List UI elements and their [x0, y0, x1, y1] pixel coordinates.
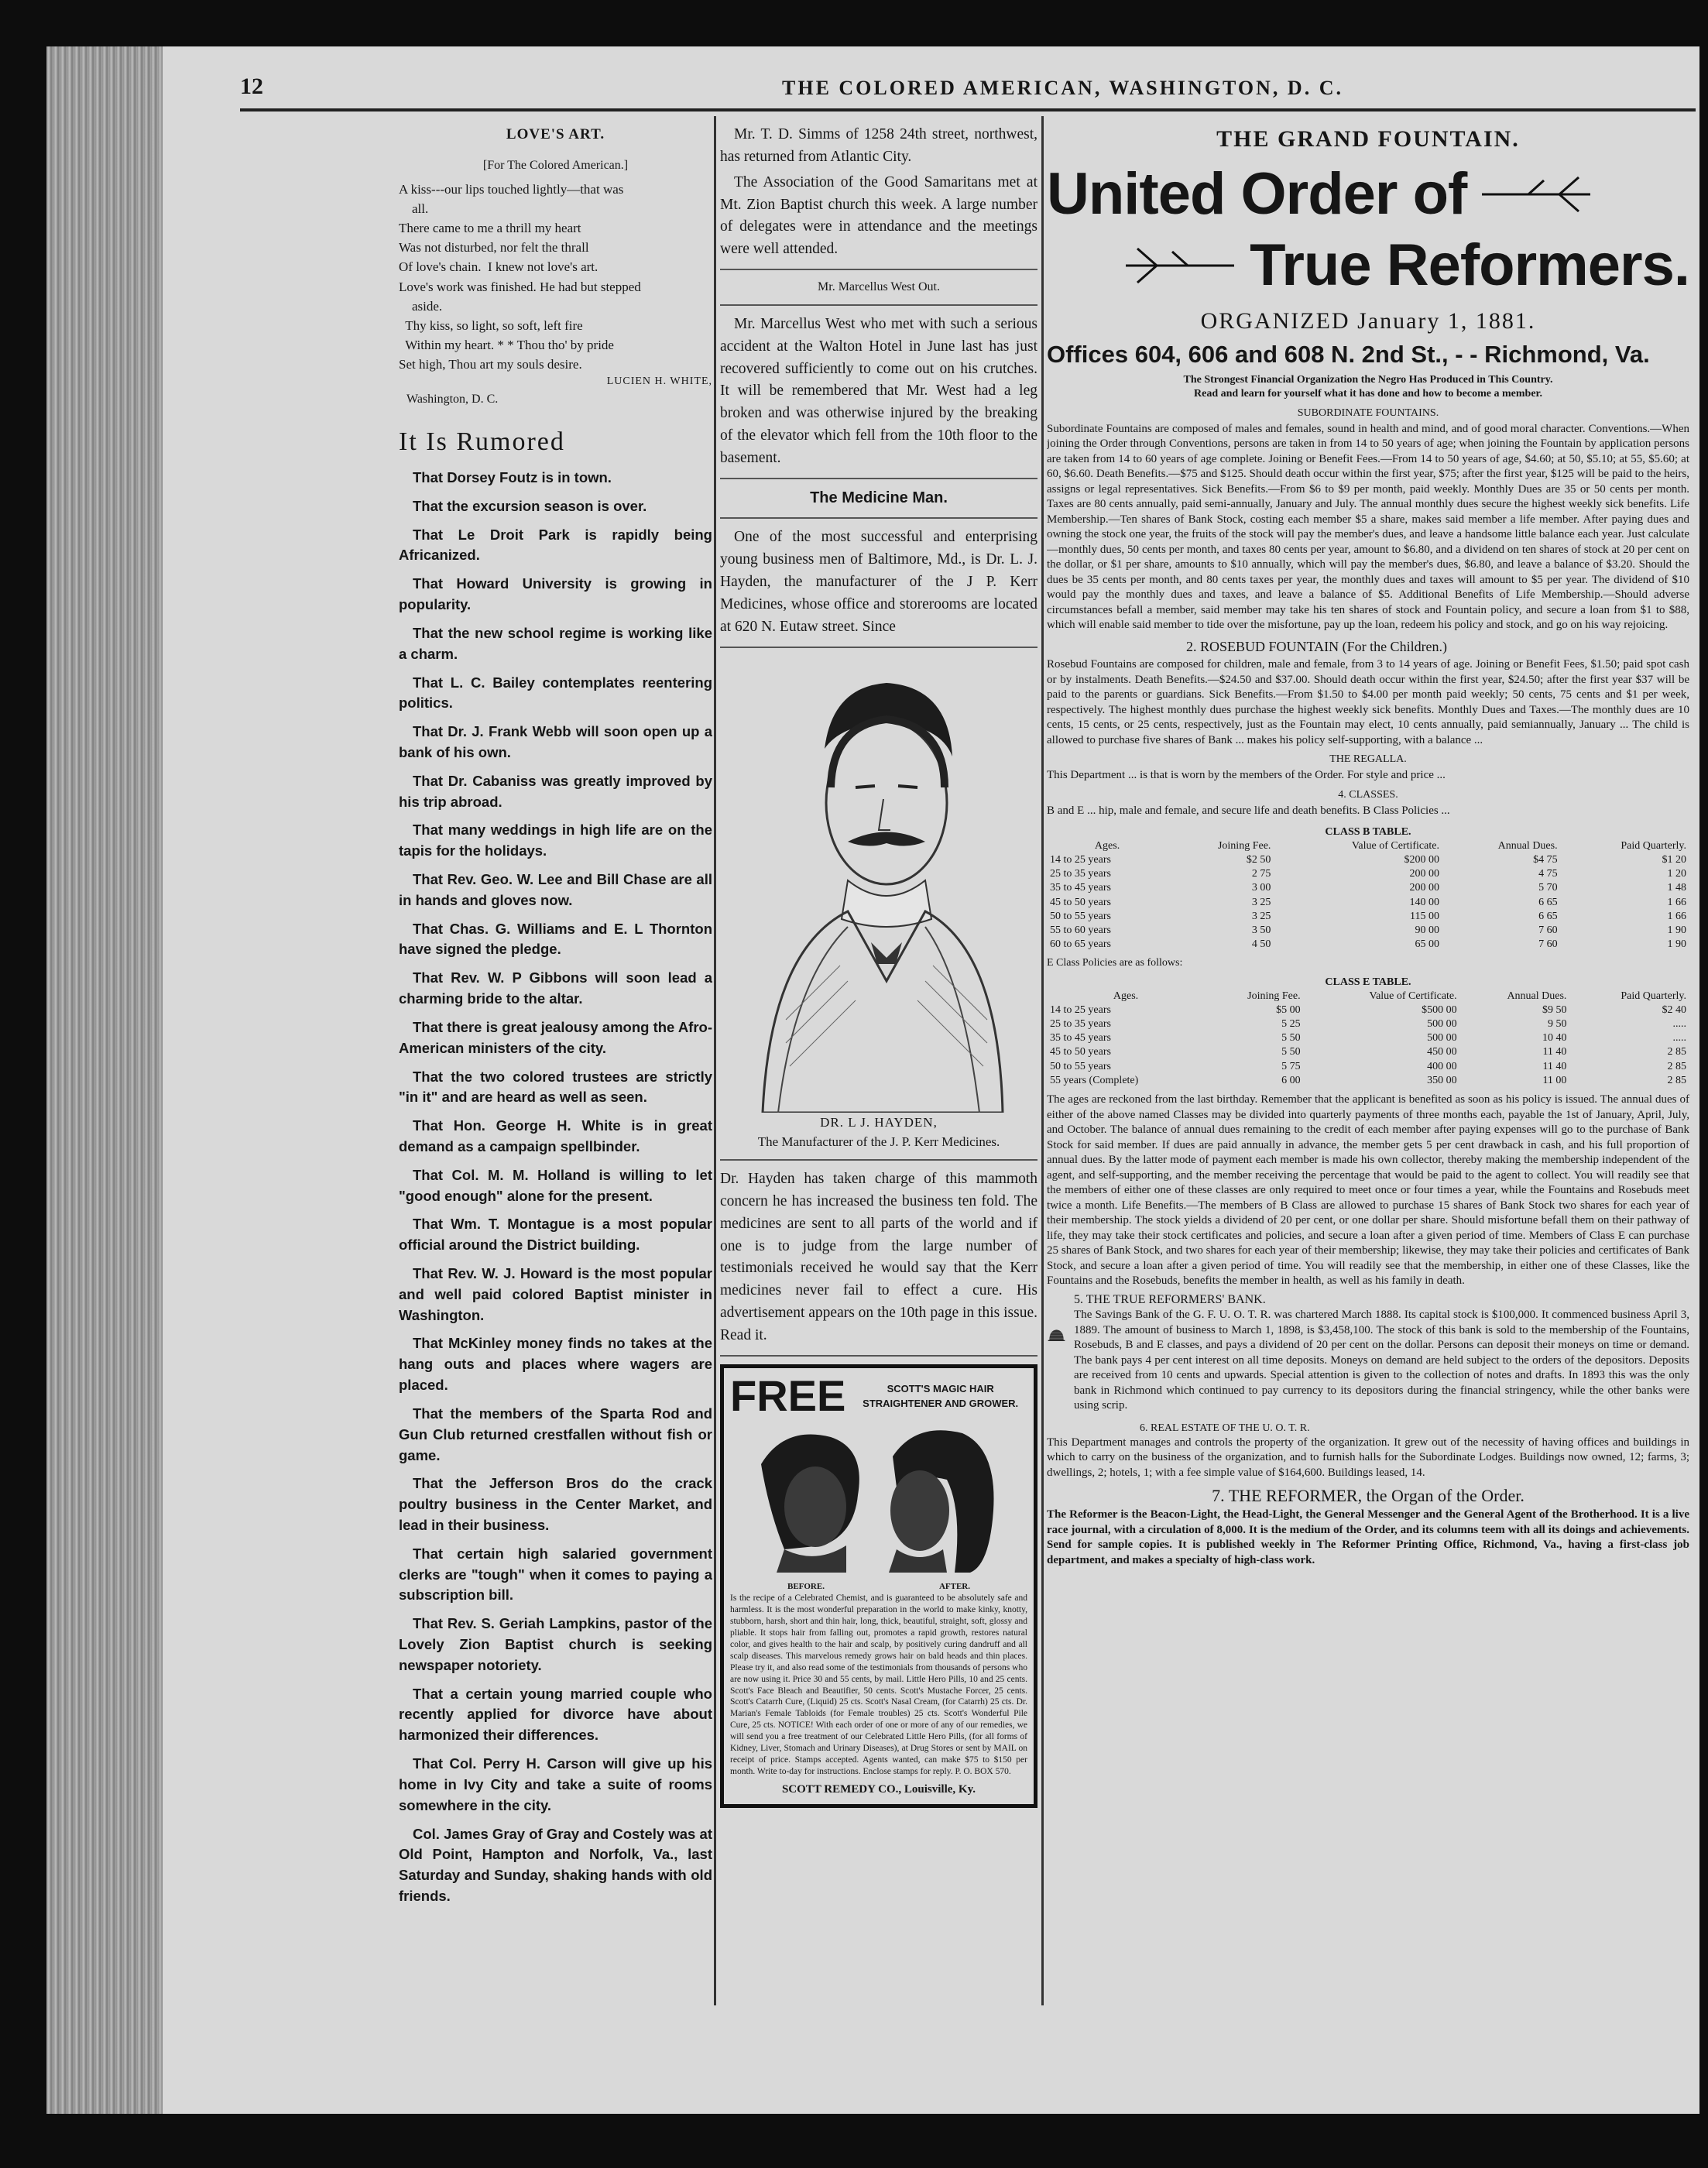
table-header-cell: Paid Quarterly. [1621, 990, 1686, 1002]
table-cell: 50 to 55 years [1050, 1060, 1111, 1072]
rumor-item: That Le Droit Park is rapidly being Africanized. [399, 526, 712, 564]
rumor-item: That a certain young married couple who recently applied for divorce have about harmonized their differences. [399, 1685, 712, 1744]
before-label: BEFORE. [787, 1581, 825, 1591]
poem-line: Was not disturbed, nor felt the thrall [399, 240, 589, 256]
table-cell: 200 00 [1409, 868, 1439, 880]
separator [720, 517, 1037, 519]
banner-true-reformers: True Reformers. [1250, 232, 1689, 298]
medicine-heading: The Medicine Man. [810, 489, 948, 506]
rumor-item: That Col. M. M. Holland is willing to let "good enough" alone for the present. [399, 1166, 712, 1204]
item-simms: Mr. T. D. Simms of 1258 24th street, northwest, has returned from Atlantic City. [720, 126, 1037, 165]
rumor-item: That the excursion season is over. [413, 497, 647, 514]
section-reformer-heading: 7. THE REFORMER, the Organ of the Order. [1212, 1486, 1525, 1506]
table-cell: $200 00 [1404, 854, 1439, 866]
table-cell: 115 00 [1409, 910, 1439, 922]
branch-ornament [1482, 171, 1590, 218]
table-cell: $4 75 [1533, 854, 1558, 866]
table-header-cell: Value of Certificate. [1351, 839, 1439, 852]
table-cell: 2 85 [1667, 1046, 1686, 1058]
rumor-item: That Rev. W. J. Howard is the most popular and well paid colored Baptist minister in Washington. [399, 1265, 712, 1323]
poem-place: Washington, D. C. [406, 393, 499, 406]
section-subordinate-text: Subordinate Fountains are composed of males and females, sound in health and mind, and of good moral character. Conventions.—When joining the Order through Conventions, persons are taken in from 14 to 50 years of age; when joining the Fountain by application persons are taken from 14 to 60 years of age complete. Joining or Benefit Fees.—From 14 to 50 years of age, $4.60; at 50, $5.10; at 55, $5.60; at 60, $6.60. Death Benefits.—$75 and $125. Should death occur within the first year, $75; after the first year, $125 will be paid to the heirs, assigns or legal representatives. Sick Benefits.—From $6 to $9 per month, paid weekly. Monthly Dues are 35 or 50 cents per month. Taxes are 80 cents annually, paid semi-annually, January and July. The annual monthly dues secure the highest weekly sick benefits. Life Membership.—Ten shares of Bank Stock, costing each member $5 a share, makes said member a life member. After paying dues and owning the stock one year, the fruits of the stock will pay the member's dues, and leave a handsome little balance each year. Just calculate—monthly dues, 50 cents per month, and taxes 80 cents per year, amount to $6.80, and a dividend on ten shares of stock at 20 per cent on the dollar, or $1 per share, amounts to $10 annually, which will pay the member's dues, $6.80, and leave a balance of $3.20. Should the dues be 35 cents per month, and 80 cents taxes per year, the monthly dues and taxes will amount to $5 per year. The dividend of $10 would pay the monthly dues and taxes, and leave a balance of $5. Additional Benefits of Life Membership.—Should adverse circumstances befall a member, said member may take his ten shares of stock and Fountain policy, and secure a loan from $1 to $88, which will enable said member to tide over the misfortune, pay up the loan, redeem his policy and stock, and go on his way rejoicing. [1047, 422, 1689, 632]
table-row [1047, 924, 1689, 938]
table-cell: 1 48 [1667, 882, 1686, 894]
table-cell: 3 00 [1251, 882, 1271, 894]
header-rule [240, 108, 1696, 111]
table-header-cell: Paid Quarterly. [1621, 839, 1686, 852]
beehive-bank-icon [1047, 1292, 1066, 1377]
rumor-item: That Dr. J. Frank Webb will soon open up a bank of his own. [399, 723, 712, 760]
table-header-cell: Joining Fee. [1217, 839, 1271, 852]
rumor-item: That Dorsey Foutz is in town. [413, 469, 612, 486]
rumor-item: That Hon. George H. White is in great demand as a campaign spellbinder. [399, 1117, 712, 1154]
table-cell: 5 75 [1281, 1060, 1301, 1072]
rumor-item: That Col. Perry H. Carson will give up his home in Ivy City and take a suite of rooms somewhere in the city. [399, 1755, 712, 1813]
rumor-item: That L. C. Bailey contemplates reentering politics. [399, 674, 712, 712]
table-header-cell: Annual Dues. [1507, 990, 1567, 1002]
table-cell: 1 66 [1667, 910, 1686, 922]
table-cell: 5 70 [1538, 882, 1558, 894]
rumor-item: That the Jefferson Bros do the crack poultry business in the Center Market, and lead in their business. [399, 1475, 712, 1533]
separator [720, 1159, 1037, 1161]
after-label: AFTER. [938, 1581, 970, 1591]
table-cell: 11 00 [1542, 1074, 1567, 1086]
offices-address: Offices 604, 606 and 608 N. 2nd St., - - Richmond, Va. [1047, 341, 1650, 368]
table-row [1047, 910, 1689, 924]
table-cell: 3 50 [1251, 924, 1271, 936]
rumor-item: That many weddings in high life are on the tapis for the holidays. [399, 822, 712, 859]
class-e-intro: E Class Policies are as follows: [1047, 957, 1183, 969]
poem-line: A kiss---our lips touched lightly—that was [399, 181, 624, 197]
section-subordinate-heading: SUBORDINATE FOUNTAINS. [1297, 406, 1439, 419]
table-row [1047, 1074, 1689, 1088]
table-cell: 90 00 [1415, 924, 1439, 936]
table-cell: 14 to 25 years [1050, 854, 1111, 866]
table-row [1047, 896, 1689, 910]
section-regalia-text: This Department ... is that is worn by the members of the Order. For style and price ... [1047, 769, 1446, 782]
table-cell: 35 to 45 years [1050, 882, 1111, 894]
poem-source: [For The Colored American.] [482, 159, 629, 173]
table-cell: 1 90 [1667, 924, 1686, 936]
table-cell: 350 00 [1427, 1074, 1457, 1086]
table-cell: $2 50 [1246, 854, 1271, 866]
section-classes-heading: 4. CLASSES. [1338, 788, 1398, 801]
table-cell: 6 65 [1538, 910, 1558, 922]
table-cell: 45 to 50 years [1050, 1046, 1111, 1058]
before-after-illustration [730, 1418, 1017, 1573]
column-3 [1047, 124, 1689, 2013]
section-classes-text: B and E ... hip, male and female, and secure life and death benefits. B Class Policies ... [1047, 804, 1450, 818]
table-row [1047, 867, 1689, 881]
column-divider-2 [1041, 116, 1044, 2005]
table-cell: 5 50 [1281, 1032, 1301, 1045]
banner-united-order: United Order of [1047, 161, 1467, 227]
table-cell: $1 20 [1662, 854, 1686, 866]
rumor-item: That McKinley money finds no takes at the hang outs and places where wagers are placed. [399, 1335, 712, 1394]
table-header-cell: Joining Fee. [1247, 990, 1301, 1002]
rumor-item: Col. James Gray of Gray and Costely was at Old Point, Hampton and Norfolk, Va., last Saturday and Sunday, shaking hands with old friends. [399, 1825, 712, 1904]
table-row [1047, 1031, 1689, 1045]
table-cell: 45 to 50 years [1050, 896, 1111, 908]
section-reformer-text: The Reformer is the Beacon-Light, the Head-Light, the General Messenger and the General Agent of the Brotherhood. It is a live race journal, with a circulation of 8,000. It is the medium of the Order, and its columns teem with all its doings and achievements. Send for sample copies. It is published weekly in The Reformer Printing Office, Richmond, Va., having a first-class job department, and makes a specialty of high-class work. [1047, 1508, 1689, 1566]
poem-line: Love's work was finished. He had but stepped [399, 279, 641, 294]
poem-line: Within my heart. * * Thou tho' by pride [399, 338, 614, 353]
rumor-item: That the two colored trustees are strictly "in it" and are heard as well as seen. [399, 1068, 712, 1106]
table-cell: ..... [1672, 1032, 1686, 1045]
table-cell: 2 75 [1251, 868, 1271, 880]
slogan-line-1: The Strongest Financial Organization the Negro Has Produced in This Country. [1183, 374, 1553, 386]
table-row [1047, 1045, 1689, 1059]
rumored-heading: It Is Rumored [399, 427, 565, 456]
rumor-item: That Chas. G. Williams and E. L Thornton have signed the pledge. [399, 920, 712, 958]
table-header-cell: Annual Dues. [1497, 839, 1558, 852]
poem-body [399, 180, 712, 375]
rumor-item: That there is great jealousy among the Afro-American ministers of the city. [399, 1018, 712, 1056]
ad-body: Is the recipe of a Celebrated Chemist, and is guaranteed to be absolutely safe and harmless. It is the most wonderful preparation in the world to make kinky, knotty, stubborn, harsh, short and thin hair, long, thick, beautiful, straight, soft, glossy and pliable. It stops hair from falling out, promotes a rapid growth, restores natural color, and gives health to the hair and scalp, by positively curing dandruff and all scalp diseases. This marvelous remedy grows hair on bald heads and thin places. Please try it, and also read some of the testimonials from thousands of persons who are now using it. Price 30 and 55 cents, by mail. Little Hero Pills, 10 and 25 cents. Scott's Face Bleach and Beautifier, 50 cents. Scott's Mustache Forcer, 25 cents. Scott's Catarrh Cure, (Liquid) 25 cts. Scott's Nasal Cream, (for Catarrh) 25 cts. Dr. Marian's Female Tabloids (for Female troubles) 25 cts. Scott's Wonderful Pile Cure, 25 cts. NOTICE! With each order of one or more of any of our remedies, we will send you a free treatment of our Celebrated Little Hero Pills, (for all forms of Kidney, Liver, Stomach and Urinary Diseases), at Drug Stores or sent by MAIL on receipt of price. Stamps accepted. Agents wanted, can make $75 to $150 per month. Write to-day for instructions. Enclose stamps for reply. P. O. BOX 570. [730, 1593, 1027, 1777]
portrait-caption-name: DR. L J. HAYDEN, [820, 1114, 938, 1130]
table-row [1047, 1003, 1689, 1017]
item-good-samaritans: The Association of the Good Samaritans met at Mt. Zion Baptist church this week. A large number of delegates were in attendance and the meetings were well attended. [720, 173, 1037, 258]
section-rosebud-text: Rosebud Fountains are composed for children, male and female, from 3 to 14 years of age. Joining or Benefit Fees, $1.50; paid spot cash or by instalments. Death Benefits.—$24.50 and $37.00. Should death occur within the first year, $24.50; after the first year $37 will be paid to the parents or guardians. Sick Benefits.—From $1.50 to $4.00 per month paid weekly; 50 cents, 75 cents and $1 per week, respectively. The highest monthly dues purchase the highest weekly sick benefits. Monthly Dues and Taxes.—The monthly dues are 10 cents, 15 cents, or 25 cents, respectively, just as the Fountain may elect, 10 cents annually, paid semiannually, January ... The child is allowed to purchase five shares of Bank ... makes his policy self-supporting, with a balance ... [1047, 658, 1689, 746]
medicine-article: One of the most successful and enterprising young business men of Baltimore, Md., is Dr. L. J. Hayden, the manufacturer of the J P. Kerr Medicines, whose office and storerooms are located at 620 N. Eutaw street. Since [720, 529, 1037, 635]
table-cell: 6 00 [1281, 1074, 1301, 1086]
table-header-cell: Ages. [1113, 990, 1139, 1002]
table-cell: $5 00 [1276, 1003, 1301, 1016]
separator [720, 1355, 1037, 1357]
page-number: 12 [240, 74, 263, 99]
table-cell: 14 to 25 years [1050, 1003, 1111, 1016]
table-cell: 65 00 [1415, 938, 1439, 951]
table-cell: 3 25 [1251, 896, 1271, 908]
table-cell: 55 years (Complete) [1050, 1074, 1139, 1086]
ad-headline: SCOTT'S MAGIC HAIR STRAIGHTENER AND GROWER. [863, 1382, 1019, 1409]
classes-explanation: The ages are reckoned from the last birthday. Remember that the applicant is benefited as soon as his policy is issued. The annual dues of either of the above named Classes may be divided into quarterly payments of three months each, payable the 1st of January, April, July, and October. The balance of annual dues remaining to the credit of each member after paying expenses will go to the purchase of Bank Stock for said member. If dues are paid annually in advance, the member gets 5 per cent drawback in cash, and his full proportion of annual dues. By the latter mode of payment each member is made his own collector, thereby making the membership independent of the agent, and self-supporting, and the member receiving the percentage that would be paid to the agent to collect. You will readily see that the members of either one of these classes are only required to meet once or four times a year, while the Fountains and Rosebuds meet twice a month. Life Benefits.—The members of B Class are allowed to purchase 15 shares of Bank Stock two shares for each year of their membership. The stock yields a dividend of 20 per cent, or one dollar per share. Should misfortune befall them on their pathway of life, they may take their stock certificates and policies, and secure a loan after a given period of time. Members of Class E can purchase 25 shares of Bank Stock, and two shares for each year of their membership; likewise, they may take their policies and certificates of Bank Stock, and secure a loan after a given period of time. You will readily see that the membership, in either one of these Classes, like the Fountains and the Rosebuds, benefits the member in health, as well as his family in death. [1047, 1093, 1689, 1287]
poem-line: There came to me a thrill my heart [399, 221, 581, 236]
poem-line: all. [399, 201, 429, 216]
table-cell: 6 65 [1538, 896, 1558, 908]
scott-hair-advertisement [720, 1364, 1037, 1808]
section-bank-text: The Savings Bank of the G. F. U. O. T. R. was chartered March 1888. Its capital stock is $100,000. It commenced business April 3, 1889. The amount of business to March 1, 1898, is $3,458,100. The stock of this bank is sold to the membership of the Fountains, Rosebuds, B and E classes, and pays a dividend of 20 per cent on the dollar. Persons can deposit their moneys on time or demand. The bank pays 4 per cent interest on all time deposits. Moneys on demand are held subject to the orders of the depositors. Deposits are received from 10 cents and upwards. Special attention is given to the collection of notes and drafts. In 1893 this was the only bank in Richmond which continued to pay currency to its depositors during the financial stringency, while the other banks were using scrip. [1074, 1309, 1689, 1412]
table-cell: $500 00 [1422, 1003, 1457, 1016]
separator [720, 647, 1037, 648]
rumor-item: That the members of the Sparta Rod and Gun Club returned crestfallen without fish or game. [399, 1405, 712, 1463]
table-cell: 3 25 [1251, 910, 1271, 922]
table-cell: 4 75 [1538, 868, 1558, 880]
poem-author: LUCIEN H. WHITE, [606, 376, 712, 388]
rumor-item: That Dr. Cabaniss was greatly improved by his trip abroad. [399, 772, 712, 810]
table-cell: 25 to 35 years [1050, 868, 1111, 880]
table-header-cell: Value of Certificate. [1369, 990, 1457, 1002]
table-cell: 60 to 65 years [1050, 938, 1111, 951]
section-bank-heading: 5. THE TRUE REFORMERS' BANK. [1074, 1292, 1266, 1306]
poem-line: Set high, Thou art my souls desire. [399, 357, 582, 372]
table-cell: 2 85 [1667, 1074, 1686, 1086]
table-cell: 500 00 [1427, 1018, 1457, 1031]
table-cell: 25 to 35 years [1050, 1018, 1111, 1031]
section-rosebud-heading: 2. ROSEBUD FOUNTAIN (For the Children.) [1186, 638, 1448, 654]
west-heading: Mr. Marcellus West Out. [818, 280, 940, 294]
organized-date: ORGANIZED January 1, 1881. [1200, 308, 1536, 334]
grand-fountain-title: THE GRAND FOUNTAIN. [1216, 126, 1520, 152]
west-article: Mr. Marcellus West who met with such a serious accident at the Walton Hotel in June last has just recovered sufficiently to come out on his crutches. It will be remembered that Mr. West had a leg broken and was otherwise injured by the breaking of the elevator which fell from the 10th floor to the basement. [720, 315, 1037, 466]
table-cell: 7 60 [1538, 938, 1558, 951]
table-cell: 35 to 45 years [1050, 1032, 1111, 1045]
slogan-line-2: Read and learn for yourself what it has done and how to become a member. [1194, 388, 1542, 400]
table-row [1047, 1060, 1689, 1074]
poem-title: LOVE'S ART. [506, 126, 605, 142]
table-cell: $2 40 [1662, 1003, 1686, 1016]
section-real-estate-text: This Department manages and controls the property of the organization. It grew out of the necessity of having offices and buildings in which to carry on the business of the organization, and to furnish halls for the Subordinate Lodges. Buildings now owned, 12; farms, 3; dwellings, 2; hotels, 1; with a fee simple value of $164,600. Buildings leased, 14. [1047, 1436, 1689, 1479]
table-cell: 500 00 [1427, 1032, 1457, 1045]
section-regalia-heading: THE REGALLA. [1329, 753, 1407, 766]
table-cell: 4 50 [1251, 938, 1271, 951]
table-cell: 9 50 [1547, 1018, 1567, 1031]
separator [720, 269, 1037, 270]
rumor-item: That the new school regime is working like a charm. [399, 624, 712, 662]
separator [720, 304, 1037, 306]
poem-line: aside. [399, 298, 443, 314]
table-cell: 7 60 [1538, 924, 1558, 936]
table-cell: 1 90 [1667, 938, 1686, 951]
table-cell: 10 40 [1542, 1032, 1567, 1045]
table-row [1047, 1017, 1689, 1031]
separator [720, 478, 1037, 479]
table-cell: 5 25 [1281, 1018, 1301, 1031]
table-cell: 200 00 [1409, 882, 1439, 894]
hayden-article: Dr. Hayden has taken charge of this mammoth concern he has increased the business ten fold. The medicines are sent to all parts of the world and if one is to judge from the large number of testimonials received he would say that the Kerr medicines never fail to effect a cure. His advertisement appears on the 10th page in this issue. Read it. [720, 1171, 1037, 1344]
column-1 [399, 124, 712, 2013]
table-row [1047, 881, 1689, 895]
table-cell: 450 00 [1427, 1046, 1457, 1058]
table-cell: 50 to 55 years [1050, 910, 1111, 922]
rumor-item: That Rev. Geo. W. Lee and Bill Chase are all in hands and gloves now. [399, 871, 712, 908]
table-row [1047, 938, 1689, 952]
hayden-portrait [732, 656, 1026, 1113]
table-row [1047, 853, 1689, 867]
rumor-item: That Rev. W. P Gibbons will soon lead a charming bride to the altar. [399, 969, 712, 1007]
section-real-estate-heading: 6. REAL ESTATE OF THE U. O. T. R. [1140, 1422, 1310, 1434]
poem-line: Thy kiss, so light, so soft, left fire [399, 317, 583, 333]
table-cell: ..... [1672, 1018, 1686, 1031]
branch-ornament [1126, 242, 1234, 289]
rumor-item: That Howard University is growing in popularity. [399, 575, 712, 613]
table-cell: 11 40 [1542, 1060, 1567, 1072]
portrait-caption-title: The Manufacturer of the J. P. Kerr Medicines. [757, 1134, 1000, 1149]
class-e-table [1047, 990, 1689, 1088]
table-cell: 11 40 [1542, 1046, 1567, 1058]
page-header [240, 74, 1696, 105]
rumors-list [399, 468, 712, 1907]
table-cell: $9 50 [1542, 1003, 1567, 1016]
poem-line: Of love's chain. I knew not love's art. [399, 259, 598, 275]
class-e-table-title: CLASS E TABLE. [1325, 976, 1411, 988]
rumor-item: That Wm. T. Montague is a most popular official around the District building. [399, 1216, 712, 1254]
table-cell: 1 20 [1667, 868, 1686, 880]
column-divider-1 [714, 116, 716, 2005]
masthead-title: THE COLORED AMERICAN, WASHINGTON, D. C. [782, 77, 1343, 99]
table-cell: 140 00 [1409, 896, 1439, 908]
table-cell: 2 85 [1667, 1060, 1686, 1072]
class-b-table-title: CLASS B TABLE. [1325, 825, 1411, 838]
table-cell: 400 00 [1427, 1060, 1457, 1072]
class-b-table [1047, 839, 1689, 952]
column-2 [720, 124, 1037, 2013]
table-header-cell: Ages. [1094, 839, 1120, 852]
rumor-item: That Rev. S. Geriah Lampkins, pastor of the Lovely Zion Baptist church is seeking newspaper notoriety. [399, 1615, 712, 1673]
table-cell: 55 to 60 years [1050, 924, 1111, 936]
table-cell: 1 66 [1667, 896, 1686, 908]
ad-company: SCOTT REMEDY CO., Louisville, Ky. [781, 1783, 976, 1796]
ad-free-label: FREE [730, 1370, 846, 1420]
rumor-item: That certain high salaried government clerks are "tough" when it comes to paying a subscription bill. [399, 1545, 712, 1604]
table-cell: 5 50 [1281, 1046, 1301, 1058]
